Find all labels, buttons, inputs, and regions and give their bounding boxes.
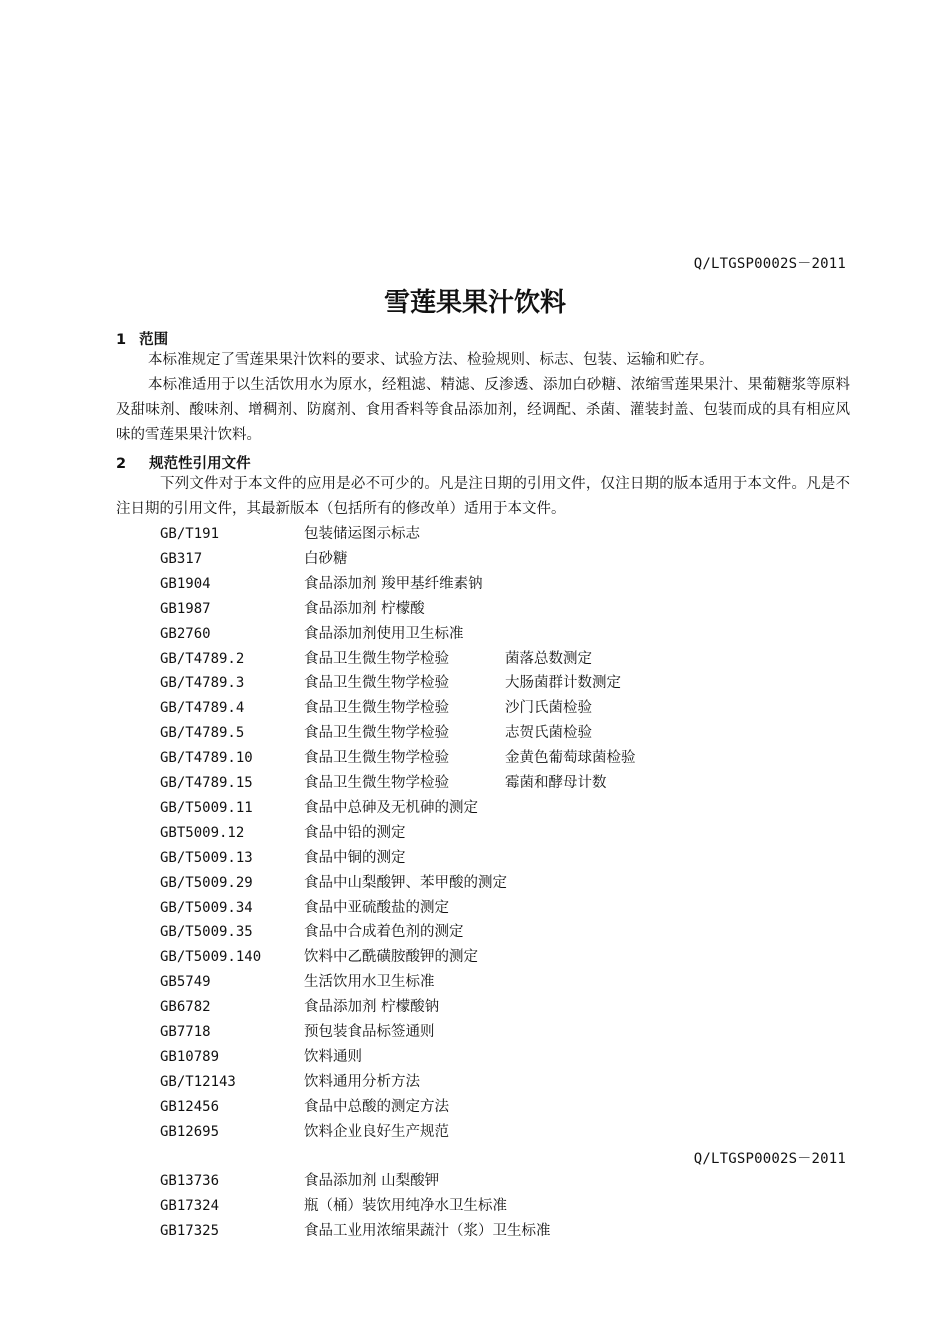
section-2-number: 2	[116, 456, 127, 472]
reference-title: 包装储运图示标志	[304, 526, 420, 542]
reference-code: GB12456	[160, 1098, 220, 1115]
reference-subtitle: 金黄色葡萄球菌检验	[505, 750, 636, 767]
reference-code: GB/T4789.3	[160, 675, 245, 692]
reference-code: GB/T4789.15	[160, 775, 253, 791]
reference-title: 食品卫生微生物学检验	[304, 700, 449, 717]
reference-code: GB12695	[160, 1123, 220, 1140]
reference-title: 食品添加剂 山梨酸钾	[304, 1173, 440, 1189]
reference-code: GB/T5009.34	[160, 899, 253, 916]
section-1-heading	[116, 328, 168, 349]
reference-title: 食品卫生微生物学检验	[304, 725, 449, 742]
reference-title: 食品卫生微生物学检验	[304, 650, 449, 667]
reference-code: GB/T12143	[160, 1073, 236, 1090]
reference-code: GB/T5009.35	[160, 924, 253, 941]
reference-subtitle: 沙门氏菌检验	[505, 700, 592, 717]
reference-title: 白砂糖	[304, 550, 348, 567]
reference-title: 食品添加剂 柠檬酸	[304, 600, 425, 617]
reference-title: 食品卫生微生物学检验	[304, 775, 449, 791]
reference-title: 食品中铜的测定	[304, 849, 406, 866]
section-1-number: 1	[116, 332, 127, 348]
reference-code: GB2760	[160, 625, 211, 642]
reference-title: 饮料企业良好生产规范	[304, 1123, 449, 1140]
reference-code: GB/T5009.11	[160, 799, 253, 816]
reference-subtitle: 霉菌和酵母计数	[505, 775, 607, 791]
section-2-heading	[116, 452, 251, 473]
section-1-title: 范围	[139, 332, 169, 348]
reference-code: GB5749	[160, 974, 211, 991]
reference-title: 食品中山梨酸钾、苯甲酸的测定	[304, 874, 507, 891]
section-1-paragraph-1: 本标准规定了雪莲果果汁饮料的要求、试验方法、检验规则、标志、包装、运输和贮存。	[148, 352, 714, 368]
reference-code: GB1987	[160, 600, 211, 617]
section-1-paragraph-2: 本标准适用于以生活饮用水为原水，经粗滤、精滤、反渗透、添加白砂糖、浓缩雪莲果果汁、果葡糖浆等原料及甜味剂、酸味剂、增稠剂、防腐剂、食用香料等食品添加剂，经调配、杀菌、灌装封盖、包装而成的具有相应风味的雪莲果果汁饮料。	[116, 377, 850, 443]
reference-title: 预包装食品标签通则	[304, 1024, 435, 1040]
reference-title: 食品卫生微生物学检验	[304, 750, 449, 767]
reference-code: GB317	[160, 550, 203, 567]
reference-subtitle: 菌落总数测定	[505, 650, 592, 667]
reference-code: GB/T4789.2	[160, 650, 245, 667]
reference-code: GB/T191	[160, 526, 220, 542]
reference-title: 食品卫生微生物学检验	[304, 675, 449, 692]
reference-title: 瓶（桶）装饮用纯净水卫生标准	[304, 1198, 507, 1214]
reference-title: 饮料中乙酰磺胺酸钾的测定	[304, 949, 478, 966]
reference-code: GB7718	[160, 1024, 211, 1040]
reference-title: 食品中总砷及无机砷的测定	[304, 799, 478, 816]
reference-code: GB17325	[160, 1223, 220, 1239]
reference-title: 食品工业用浓缩果蔬汁（浆）卫生标准	[304, 1223, 551, 1239]
reference-title: 食品添加剂 柠檬酸钠	[304, 999, 440, 1016]
doc-code-header: Q/LTGSP0002S－2011	[693, 256, 846, 272]
reference-title: 食品添加剂使用卫生标准	[304, 625, 464, 642]
reference-title: 食品中总酸的测定方法	[304, 1098, 449, 1115]
reference-title: 食品中铅的测定	[304, 824, 406, 841]
section-2-title: 规范性引用文件	[149, 456, 251, 472]
reference-code: GBT5009.12	[160, 824, 245, 841]
reference-title: 食品添加剂 羧甲基纤维素钠	[304, 575, 483, 592]
reference-title: 食品中合成着色剂的测定	[304, 924, 464, 941]
reference-code: GB1904	[160, 575, 211, 592]
reference-code: GB/T5009.140	[160, 949, 262, 966]
reference-code: GB10789	[160, 1048, 220, 1065]
reference-code: GB13736	[160, 1173, 220, 1189]
reference-code: GB/T5009.29	[160, 874, 253, 891]
reference-title: 生活饮用水卫生标准	[304, 974, 435, 991]
section-2-intro: 下列文件对于本文件的应用是必不可少的。凡是注日期的引用文件，仅注日期的版本适用于本文件。凡是不注日期的引用文件，其最新版本（包括所有的修改单）适用于本文件。	[116, 476, 850, 517]
reference-title: 食品中亚硫酸盐的测定	[304, 899, 449, 916]
reference-code: GB/T4789.5	[160, 725, 245, 742]
reference-code: GB/T5009.13	[160, 849, 253, 866]
reference-subtitle: 志贺氏菌检验	[505, 725, 592, 742]
reference-title: 饮料通用分析方法	[304, 1073, 420, 1090]
reference-code: GB6782	[160, 999, 211, 1016]
reference-title: 饮料通则	[304, 1048, 362, 1065]
reference-code: GB17324	[160, 1198, 220, 1214]
doc-code-page-2: Q/LTGSP0002S－2011	[693, 1151, 846, 1167]
reference-code: GB/T4789.4	[160, 700, 245, 717]
reference-code: GB/T4789.10	[160, 750, 253, 767]
page-title: 雪莲果果汁饮料	[383, 288, 566, 318]
reference-subtitle: 大肠菌群计数测定	[505, 675, 621, 692]
